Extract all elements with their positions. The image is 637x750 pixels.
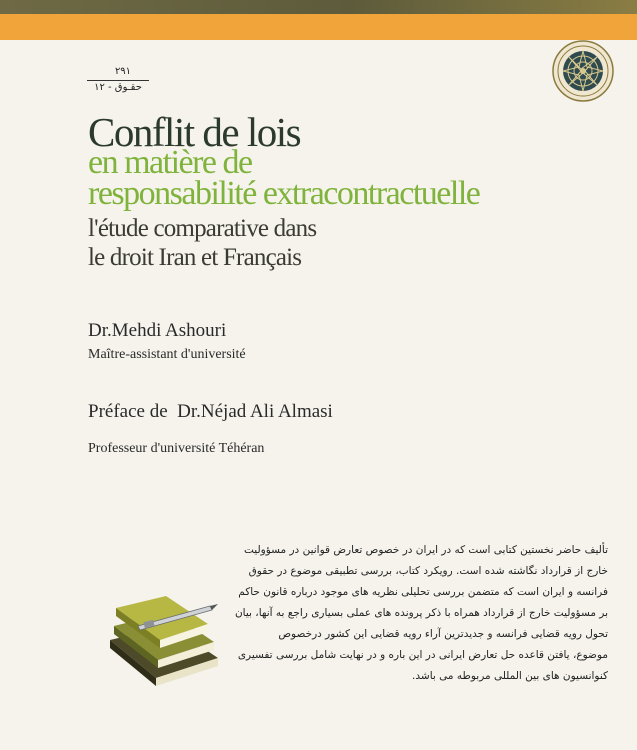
subtitle-line-1: l'étude comparative dans [88, 215, 317, 242]
summary-line: تحول رویه قضایی فرانسه و جدیدترین آراء رویه قضایی این کشور درخصوص [278, 628, 608, 640]
subtitle-line-2: le droit Iran et Français [88, 244, 302, 271]
series-number: ۲۹۱ [114, 66, 132, 77]
top-band-dark [0, 0, 637, 14]
publisher-emblem-icon [552, 40, 614, 102]
title-line-3: responsabilité extracontractuelle [88, 175, 480, 212]
summary-line: بر مسؤولیت خارج از قرارداد همراه با ذکر پرونده های عملی بسیاری راجع به آنها، بیان [234, 607, 608, 619]
author-role: Maître-assistant d'université [88, 347, 246, 362]
preface-line [88, 401, 333, 423]
summary-line: موضوع، یافتن قاعده حل تعارض ایرانی در این باره و در نهایت شامل بررسی تفسیری [237, 649, 608, 661]
title-line-1: Conflit de lois [88, 109, 301, 155]
title-line-2: en matière de [88, 144, 252, 181]
preface-label: Préface de [88, 401, 168, 422]
summary-line: خارج از قرارداد نگاشته شده است. رویکرد کتاب، بررسی تطبیقی موضوع در حقوق [248, 565, 608, 577]
book-title [88, 109, 628, 274]
author-name: Dr.Mehdi Ashouri [88, 320, 227, 341]
summary-line: کنوانسیون های بین المللی مربوطه می باشد. [412, 670, 608, 682]
summary-line: فرانسه و ایران است که متضمن بررسی تحلیلی نظریه های موجود درباره قانون حاکم [238, 586, 608, 598]
preface-author: Dr.Néjad Ali Almasi [177, 401, 333, 422]
series-label: حقـوق - ۱۲ [94, 82, 142, 93]
summary-text [218, 540, 608, 687]
books-with-pen-icon [100, 588, 220, 698]
preface-author-role: Professeur d'université Téhéran [88, 441, 265, 456]
top-band-orange [0, 14, 637, 40]
summary-line: تألیف حاضر نخستین کتابی است که در ایران در خصوص تعارض قوانین در مسؤولیت [243, 544, 608, 556]
series-divider [87, 80, 149, 81]
